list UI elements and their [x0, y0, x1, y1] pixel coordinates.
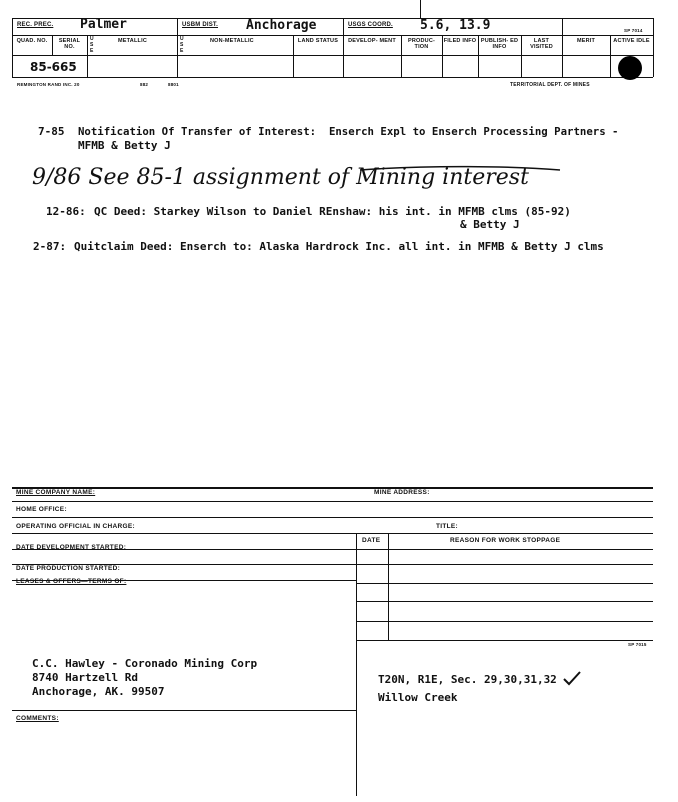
punch-hole-mark — [618, 56, 642, 80]
mine-company-label: MINE COMPANY NAME: — [16, 489, 96, 496]
reason-label: REASON FOR WORK STOPPAGE — [450, 537, 561, 544]
entry-3-date: 2-87: — [33, 240, 67, 253]
address-line-3: Anchorage, AK. 99507 — [32, 685, 165, 698]
usbm-dist-value: Anchorage — [246, 18, 317, 33]
development-label: DEVELOP- MENT — [348, 38, 396, 44]
entry-3-text: Quitclaim Deed: Enserch to: Alaska Hardrock Inc. all int. in MFMB & Betty J clms — [74, 240, 604, 253]
entry-2-text-2: & Betty J — [460, 218, 520, 231]
last-visited-label: LAST VISITED — [530, 38, 553, 50]
entry-2-text: QC Deed: Starkey Wilson to Daniel REnshaw: his int. in MFMB clms (85-92) — [94, 205, 571, 218]
handwritten-underline — [30, 160, 590, 200]
location-line-1: T20N, R1E, Sec. 29,30,31,32 — [378, 673, 557, 686]
home-office-label: HOME OFFICE: — [16, 506, 67, 513]
leases-label: LEASES & OFFERS—TERMS OF: — [16, 578, 127, 585]
metallic-label: METALLIC — [118, 38, 147, 44]
checkmark-icon — [562, 670, 582, 686]
rec-prec-value: Palmer — [80, 17, 127, 32]
printer-text: REMINGTON RAND INC. 20 — [17, 82, 80, 87]
quad-label: QUAD. NO. — [16, 38, 48, 44]
department-text: TERRITORIAL DEPT. OF MINES — [510, 82, 590, 88]
location-line-2: Willow Creek — [378, 691, 458, 704]
serial-value: 85-665 — [30, 60, 77, 74]
serial-label: SERIAL NO. — [58, 38, 81, 50]
prod-started-label: DATE PRODUCTION STARTED: — [16, 565, 121, 572]
date-label: DATE — [362, 537, 381, 544]
mine-address-label: MINE ADDRESS: — [374, 489, 430, 496]
printer-code-1: 882 — [140, 82, 149, 87]
filed-info-label: FILED INFO — [443, 38, 477, 44]
active-idle-label: ACTIVE IDLE — [613, 38, 650, 44]
title-label: TITLE: — [436, 523, 459, 530]
published-info-label: PUBLISH- ED INFO — [480, 38, 519, 50]
usbm-dist-label: USBM DIST. — [182, 22, 219, 28]
rec-prec-label: REC. PREC. — [17, 22, 54, 28]
address-line-2: 8740 Hartzell Rd — [32, 671, 138, 684]
usgs-coord-value: 5.6, 13.9 — [420, 18, 491, 33]
form-code-top: SP 7014 — [624, 28, 643, 33]
land-status-label: LAND STATUS — [297, 38, 339, 44]
usgs-coord-label: USGS COORD. — [348, 22, 393, 28]
production-label: PRODUC- TION — [407, 38, 436, 50]
entry-1-text: Notification Of Transfer of Interest: Enserch Expl to Enserch Processing Partners - — [78, 125, 619, 138]
entry-2-date: 12-86: — [46, 205, 86, 218]
comments-label: COMMENTS: — [16, 715, 59, 722]
form-code-bottom: SP 7015 — [628, 642, 647, 647]
merit-label: MERIT — [576, 38, 596, 44]
use-nonmetallic-label: U S E — [180, 36, 184, 54]
dev-started-label: DATE DEVELOPMENT STARTED: — [16, 544, 127, 551]
entry-1-date: 7-85 — [38, 125, 65, 138]
operating-official-label: OPERATING OFFICIAL IN CHARGE: — [16, 523, 135, 530]
non-metallic-label: NON-METALLIC — [210, 38, 254, 44]
address-line-1: C.C. Hawley - Coronado Mining Corp — [32, 657, 258, 670]
entry-1-text-2: MFMB & Betty J — [78, 139, 171, 152]
printer-code-2: 8801 — [168, 82, 179, 87]
use-metallic-label: U S E — [90, 36, 94, 54]
handwritten-note: 9/86 See 85-1 assignment of Mining interest — [32, 165, 529, 190]
